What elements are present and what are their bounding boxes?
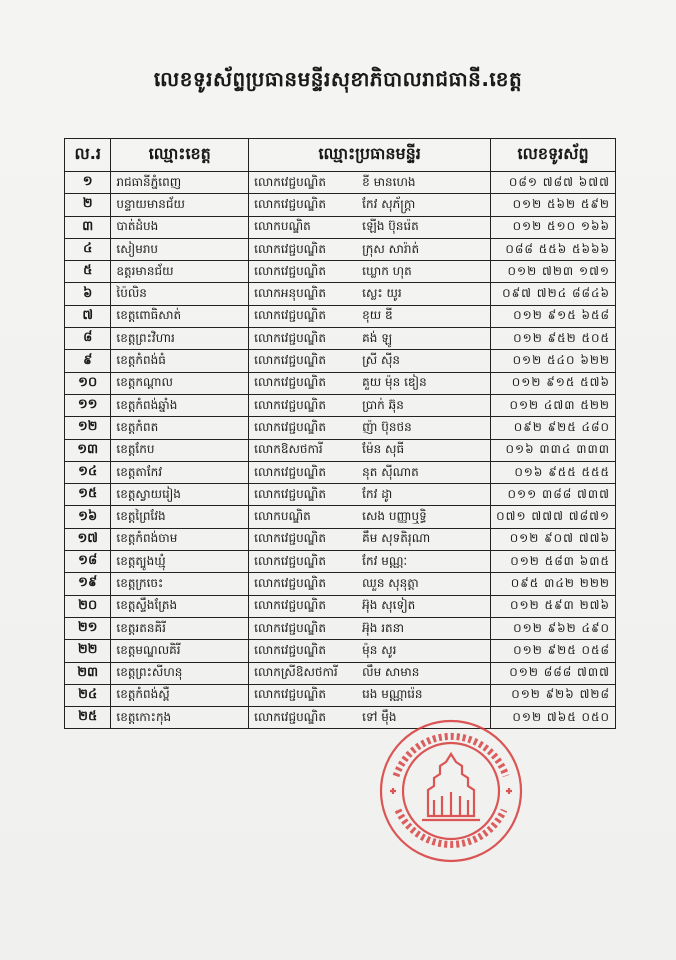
table-row xyxy=(65,528,616,550)
phone-number: ០១២ ៤៧៣ ៥២២ xyxy=(491,394,616,416)
director-name-cell xyxy=(249,595,491,617)
province-name: រាជធានីភ្នំពេញ xyxy=(111,172,249,194)
director-name-cell xyxy=(249,707,491,729)
province-name: បាត់ដំបង xyxy=(111,216,249,238)
phone-number: ០១២ ៩១៥ ៦៥៨ xyxy=(491,305,616,327)
province-name: ខេត្តក្រចេះ xyxy=(111,573,249,595)
table-row xyxy=(65,261,616,283)
director-honorific: លោកវេជ្ជបណ្ឌិត xyxy=(254,531,326,546)
phone-number: ០១២ ៩១៥ ៥៧៦ xyxy=(491,372,616,394)
director-honorific: លោកវេជ្ជបណ្ឌិត xyxy=(254,241,326,256)
row-number: ៧ xyxy=(65,305,111,327)
director-name-cell xyxy=(249,394,491,416)
table-row xyxy=(65,461,616,483)
phone-number: ០១២ ៩៦២ ៤៩០ xyxy=(491,617,616,639)
province-name: ខេត្តមណ្ឌលគិរី xyxy=(111,640,249,662)
row-number: ១៥ xyxy=(65,484,111,506)
director-phone-table xyxy=(64,138,616,729)
director-honorific: លោកវេជ្ជបណ្ឌិត xyxy=(254,308,326,323)
province-name: បន្ទាយមានជ័យ xyxy=(111,194,249,216)
director-name-cell xyxy=(249,172,491,194)
director-honorific: លោកវេជ្ជបណ្ឌិត xyxy=(254,353,326,368)
table-row xyxy=(65,684,616,706)
row-number: ១២ xyxy=(65,417,111,439)
province-name: ខេត្តកំពង់ឆ្នាំង xyxy=(111,394,249,416)
director-name: រេង មណ្ណារ៉េន xyxy=(362,687,423,702)
table-row xyxy=(65,551,616,573)
director-name: ម៉ែន សុធី xyxy=(362,442,405,457)
director-honorific: លោកវេជ្ជបណ្ឌិត xyxy=(254,642,326,657)
phone-number: ០១២ ៥៩៣ ២៧៦ xyxy=(491,595,616,617)
table-row xyxy=(65,417,616,439)
director-name-cell xyxy=(249,617,491,639)
table-row xyxy=(65,707,616,729)
province-name: ខេត្តកំពង់ចាម xyxy=(111,528,249,550)
phone-number: ០៩៥ ៣៤២ ២២២ xyxy=(491,573,616,595)
province-name: ខេត្តព្រៃវែង xyxy=(111,506,249,528)
director-honorific: លោកវេជ្ជបណ្ឌិត xyxy=(254,553,326,568)
phone-number: ០១១ ៣៨៨ ៧៣៧ xyxy=(491,484,616,506)
director-honorific: លោកវេជ្ជបណ្ឌិត xyxy=(254,598,326,613)
director-honorific: លោកបណ្ឌិត xyxy=(254,219,311,234)
phone-number: ០១២ ៩៥២ ៥០៥ xyxy=(491,328,616,350)
director-name-cell xyxy=(249,662,491,684)
row-number: ២៣ xyxy=(65,662,111,684)
director-name-cell xyxy=(249,372,491,394)
table-row xyxy=(65,617,616,639)
row-number: ២២ xyxy=(65,640,111,662)
director-name: ខី មានហេង xyxy=(362,174,416,189)
director-honorific: លោកបណ្ឌិត xyxy=(254,509,311,524)
director-name: ខុយ ឌី xyxy=(362,308,393,323)
director-name-cell xyxy=(249,506,491,528)
director-honorific: លោកវេជ្ជបណ្ឌិត xyxy=(254,486,326,501)
row-number: ១៨ xyxy=(65,551,111,573)
document-title: លេខទូរស័ព្ទប្រធានមន្ទីរសុខាភិបាលរាជធានី.ខេត្ត xyxy=(153,67,523,91)
director-name-cell xyxy=(249,684,491,706)
table-row xyxy=(65,238,616,260)
table-row xyxy=(65,328,616,350)
director-name-cell xyxy=(249,551,491,573)
province-name: ខេត្តកំពង់ស្ពឺ xyxy=(111,684,249,706)
director-name: គង់ ឡូ xyxy=(362,330,393,345)
province-name: ខេត្តពោធិសាត់ xyxy=(111,305,249,327)
row-number: ៨ xyxy=(65,328,111,350)
table-row xyxy=(65,194,616,216)
table-row xyxy=(65,573,616,595)
director-name: ប្រាក់ ឆ៊ុន xyxy=(362,397,404,412)
director-honorific: លោកស្រីឱសថការី xyxy=(254,665,338,680)
phone-number: ០៨៨ ៥៥៦ ៥៦៦៦ xyxy=(491,238,616,260)
table-row xyxy=(65,216,616,238)
row-number: ៦ xyxy=(65,283,111,305)
director-name: កែវ ដូា xyxy=(362,486,393,501)
director-name: អ៊ុង សុទៀត xyxy=(362,598,416,613)
director-honorific: លោកវេជ្ជបណ្ឌិត xyxy=(254,263,326,278)
director-name-cell xyxy=(249,261,491,283)
row-number: ៩ xyxy=(65,350,111,372)
table-row xyxy=(65,283,616,305)
col-header-province: ឈ្មោះខេត្ត xyxy=(111,139,249,172)
director-name-cell xyxy=(249,350,491,372)
director-name-cell xyxy=(249,417,491,439)
table-row xyxy=(65,595,616,617)
province-name: ខេត្តកោះកុង xyxy=(111,707,249,729)
director-name-cell xyxy=(249,305,491,327)
director-name-cell xyxy=(249,439,491,461)
director-name-cell xyxy=(249,283,491,305)
phone-number: ០១២ ៥៦២ ៥៩២ xyxy=(491,194,616,216)
director-honorific: លោកវេជ្ជបណ្ឌិត xyxy=(254,687,326,702)
phone-number: ០៩២ ៩២៥ ៤៨០ xyxy=(491,417,616,439)
province-name: ប៉ៃលិន xyxy=(111,283,249,305)
director-name: គួយ ម៉ុន ឌៀន xyxy=(362,375,427,390)
phone-number: ០១២ ៩២៦ ៧២៨ xyxy=(491,684,616,706)
province-name: ខេត្តតាកែវ xyxy=(111,461,249,483)
row-number: ១០ xyxy=(65,372,111,394)
phone-number: ០១២ ៥៤០ ៦២២ xyxy=(491,350,616,372)
phone-number: ០១២ ៧២៣ ១៧១ xyxy=(491,261,616,283)
phone-number: ០១២ ៧៦៥ ០៥០ xyxy=(491,707,616,729)
director-name: ម៉ុន សូរ xyxy=(362,642,397,657)
table-row xyxy=(65,172,616,194)
province-name: ខេត្តរតនគិរី xyxy=(111,617,249,639)
province-name: ខេត្តកណ្ដាល xyxy=(111,372,249,394)
province-name: ខេត្តព្រះវិហារ xyxy=(111,328,249,350)
director-honorific: លោកវេជ្ជបណ្ឌិត xyxy=(254,330,326,345)
director-honorific: លោកវេជ្ជបណ្ឌិត xyxy=(254,620,326,635)
phone-number: ០៧១ ៧៧៧ ៧៨៧១ xyxy=(491,506,616,528)
director-name: កែវ សុភ័ក្ត្រា xyxy=(362,196,416,211)
table-row xyxy=(65,484,616,506)
director-name-cell xyxy=(249,528,491,550)
phone-number: ០៩៧ ៧២៤ ៨៨៤៦ xyxy=(491,283,616,305)
row-number: ១ xyxy=(65,172,111,194)
row-number: ១៣ xyxy=(65,439,111,461)
director-name-cell xyxy=(249,216,491,238)
province-name: ខេត្តត្បូងឃ្មុំ xyxy=(111,551,249,573)
province-name: ឧត្តរមានជ័យ xyxy=(111,261,249,283)
row-number: ៣ xyxy=(65,216,111,238)
table-row xyxy=(65,305,616,327)
table-row xyxy=(65,506,616,528)
director-name-cell xyxy=(249,640,491,662)
director-name: សេង បញ្ញាឬទ្ធិ xyxy=(362,509,427,524)
director-name-cell xyxy=(249,484,491,506)
phone-number: ០១២ ៨៨៨ ៧៣៧ xyxy=(491,662,616,684)
director-name: លឹម សាមាន xyxy=(362,665,420,680)
row-number: ២០ xyxy=(65,595,111,617)
director-name: ក្រុស សារ៉ាត់ xyxy=(362,241,420,256)
director-name-cell xyxy=(249,328,491,350)
col-header-director: ឈ្មោះប្រធានមន្ទីរ xyxy=(249,139,491,172)
province-name: ខេត្តកែប xyxy=(111,439,249,461)
director-honorific: លោកវេជ្ជបណ្ឌិត xyxy=(254,464,326,479)
director-name-cell xyxy=(249,573,491,595)
director-honorific: លោកវេជ្ជបណ្ឌិត xyxy=(254,174,326,189)
director-name: ស្រី ស៊ីន xyxy=(362,353,401,368)
row-number: ៤ xyxy=(65,238,111,260)
province-name: ខេត្តព្រះសីហនុ xyxy=(111,662,249,684)
province-name: ខេត្តស្ទឹងត្រែង xyxy=(111,595,249,617)
director-name: ទៅ ម៉ឹង xyxy=(362,709,397,724)
province-name: ខេត្តកំពត xyxy=(111,417,249,439)
director-name: ឈួន សុនុត្តា xyxy=(362,575,419,590)
col-header-phone: លេខទូរស័ព្ទ xyxy=(491,139,616,172)
table-row xyxy=(65,394,616,416)
director-name-cell xyxy=(249,461,491,483)
official-seal-stamp xyxy=(376,716,526,866)
director-name-cell xyxy=(249,238,491,260)
director-honorific: លោកវេជ្ជបណ្ឌិត xyxy=(254,575,326,590)
director-name: អ៊ុង រតនា xyxy=(362,620,405,635)
director-name: ញ៉ា ប៊ុនថន xyxy=(362,419,412,434)
row-number: ៥ xyxy=(65,261,111,283)
phone-number: ០១២ ៥១០ ១៦៦ xyxy=(491,216,616,238)
col-header-number: ល.រ xyxy=(65,139,111,172)
province-name: សៀមរាប xyxy=(111,238,249,260)
director-honorific: លោកវេជ្ជបណ្ឌិត xyxy=(254,196,326,211)
phone-number: ០១២ ៩២៥ ០៥៨ xyxy=(491,640,616,662)
director-name: នុត ស៊ីណាត xyxy=(362,464,419,479)
table-body xyxy=(65,172,616,729)
director-name: គឹម សុទតិរុណា xyxy=(362,531,431,546)
table-row xyxy=(65,662,616,684)
province-name: ខេត្តកំពង់ធំ xyxy=(111,350,249,372)
table-row xyxy=(65,439,616,461)
row-number: ១៦ xyxy=(65,506,111,528)
phone-number: ០១៦ ៩៥៥ ៥៥៥ xyxy=(491,461,616,483)
table-row xyxy=(65,640,616,662)
row-number: ១៤ xyxy=(65,461,111,483)
director-honorific: លោកវេជ្ជបណ្ឌិត xyxy=(254,397,326,412)
director-name-cell xyxy=(249,194,491,216)
row-number: ១១ xyxy=(65,394,111,416)
row-number: ២៤ xyxy=(65,684,111,706)
phone-number: ០១២ ៩០៧ ៧៧៦ xyxy=(491,528,616,550)
row-number: ២៥ xyxy=(65,707,111,729)
phone-number: ០១២ ៥៨៣ ៦៣៥ xyxy=(491,551,616,573)
director-name: កែវ មណ្ណៈ xyxy=(362,553,408,568)
table-row xyxy=(65,372,616,394)
province-name: ខេត្តស្វាយរៀង xyxy=(111,484,249,506)
row-number: ១៧ xyxy=(65,528,111,550)
director-honorific: លោកអនុបណ្ឌិត xyxy=(254,286,326,301)
row-number: ២ xyxy=(65,194,111,216)
table-row xyxy=(65,350,616,372)
row-number: ១៩ xyxy=(65,573,111,595)
director-name: ឡើង ប៊ុនរ៉េត xyxy=(362,219,419,234)
director-honorific: លោកវេជ្ជបណ្ឌិត xyxy=(254,375,326,390)
director-honorific: លោកឱសថការី xyxy=(254,442,323,457)
director-honorific: លោកវេជ្ជបណ្ឌិត xyxy=(254,709,326,724)
phone-number: ០១៦ ៣៣៤ ៣៣៣ xyxy=(491,439,616,461)
director-honorific: លោកវេជ្ជបណ្ឌិត xyxy=(254,419,326,434)
director-name: ឃ្លោក ហុត xyxy=(362,263,412,278)
table-header-row xyxy=(65,139,616,172)
row-number: ២១ xyxy=(65,617,111,639)
director-name: ស្លេះ យូរ xyxy=(362,286,402,301)
phone-number: ០៨១ ៧៨៧ ៦៧៧ xyxy=(491,172,616,194)
